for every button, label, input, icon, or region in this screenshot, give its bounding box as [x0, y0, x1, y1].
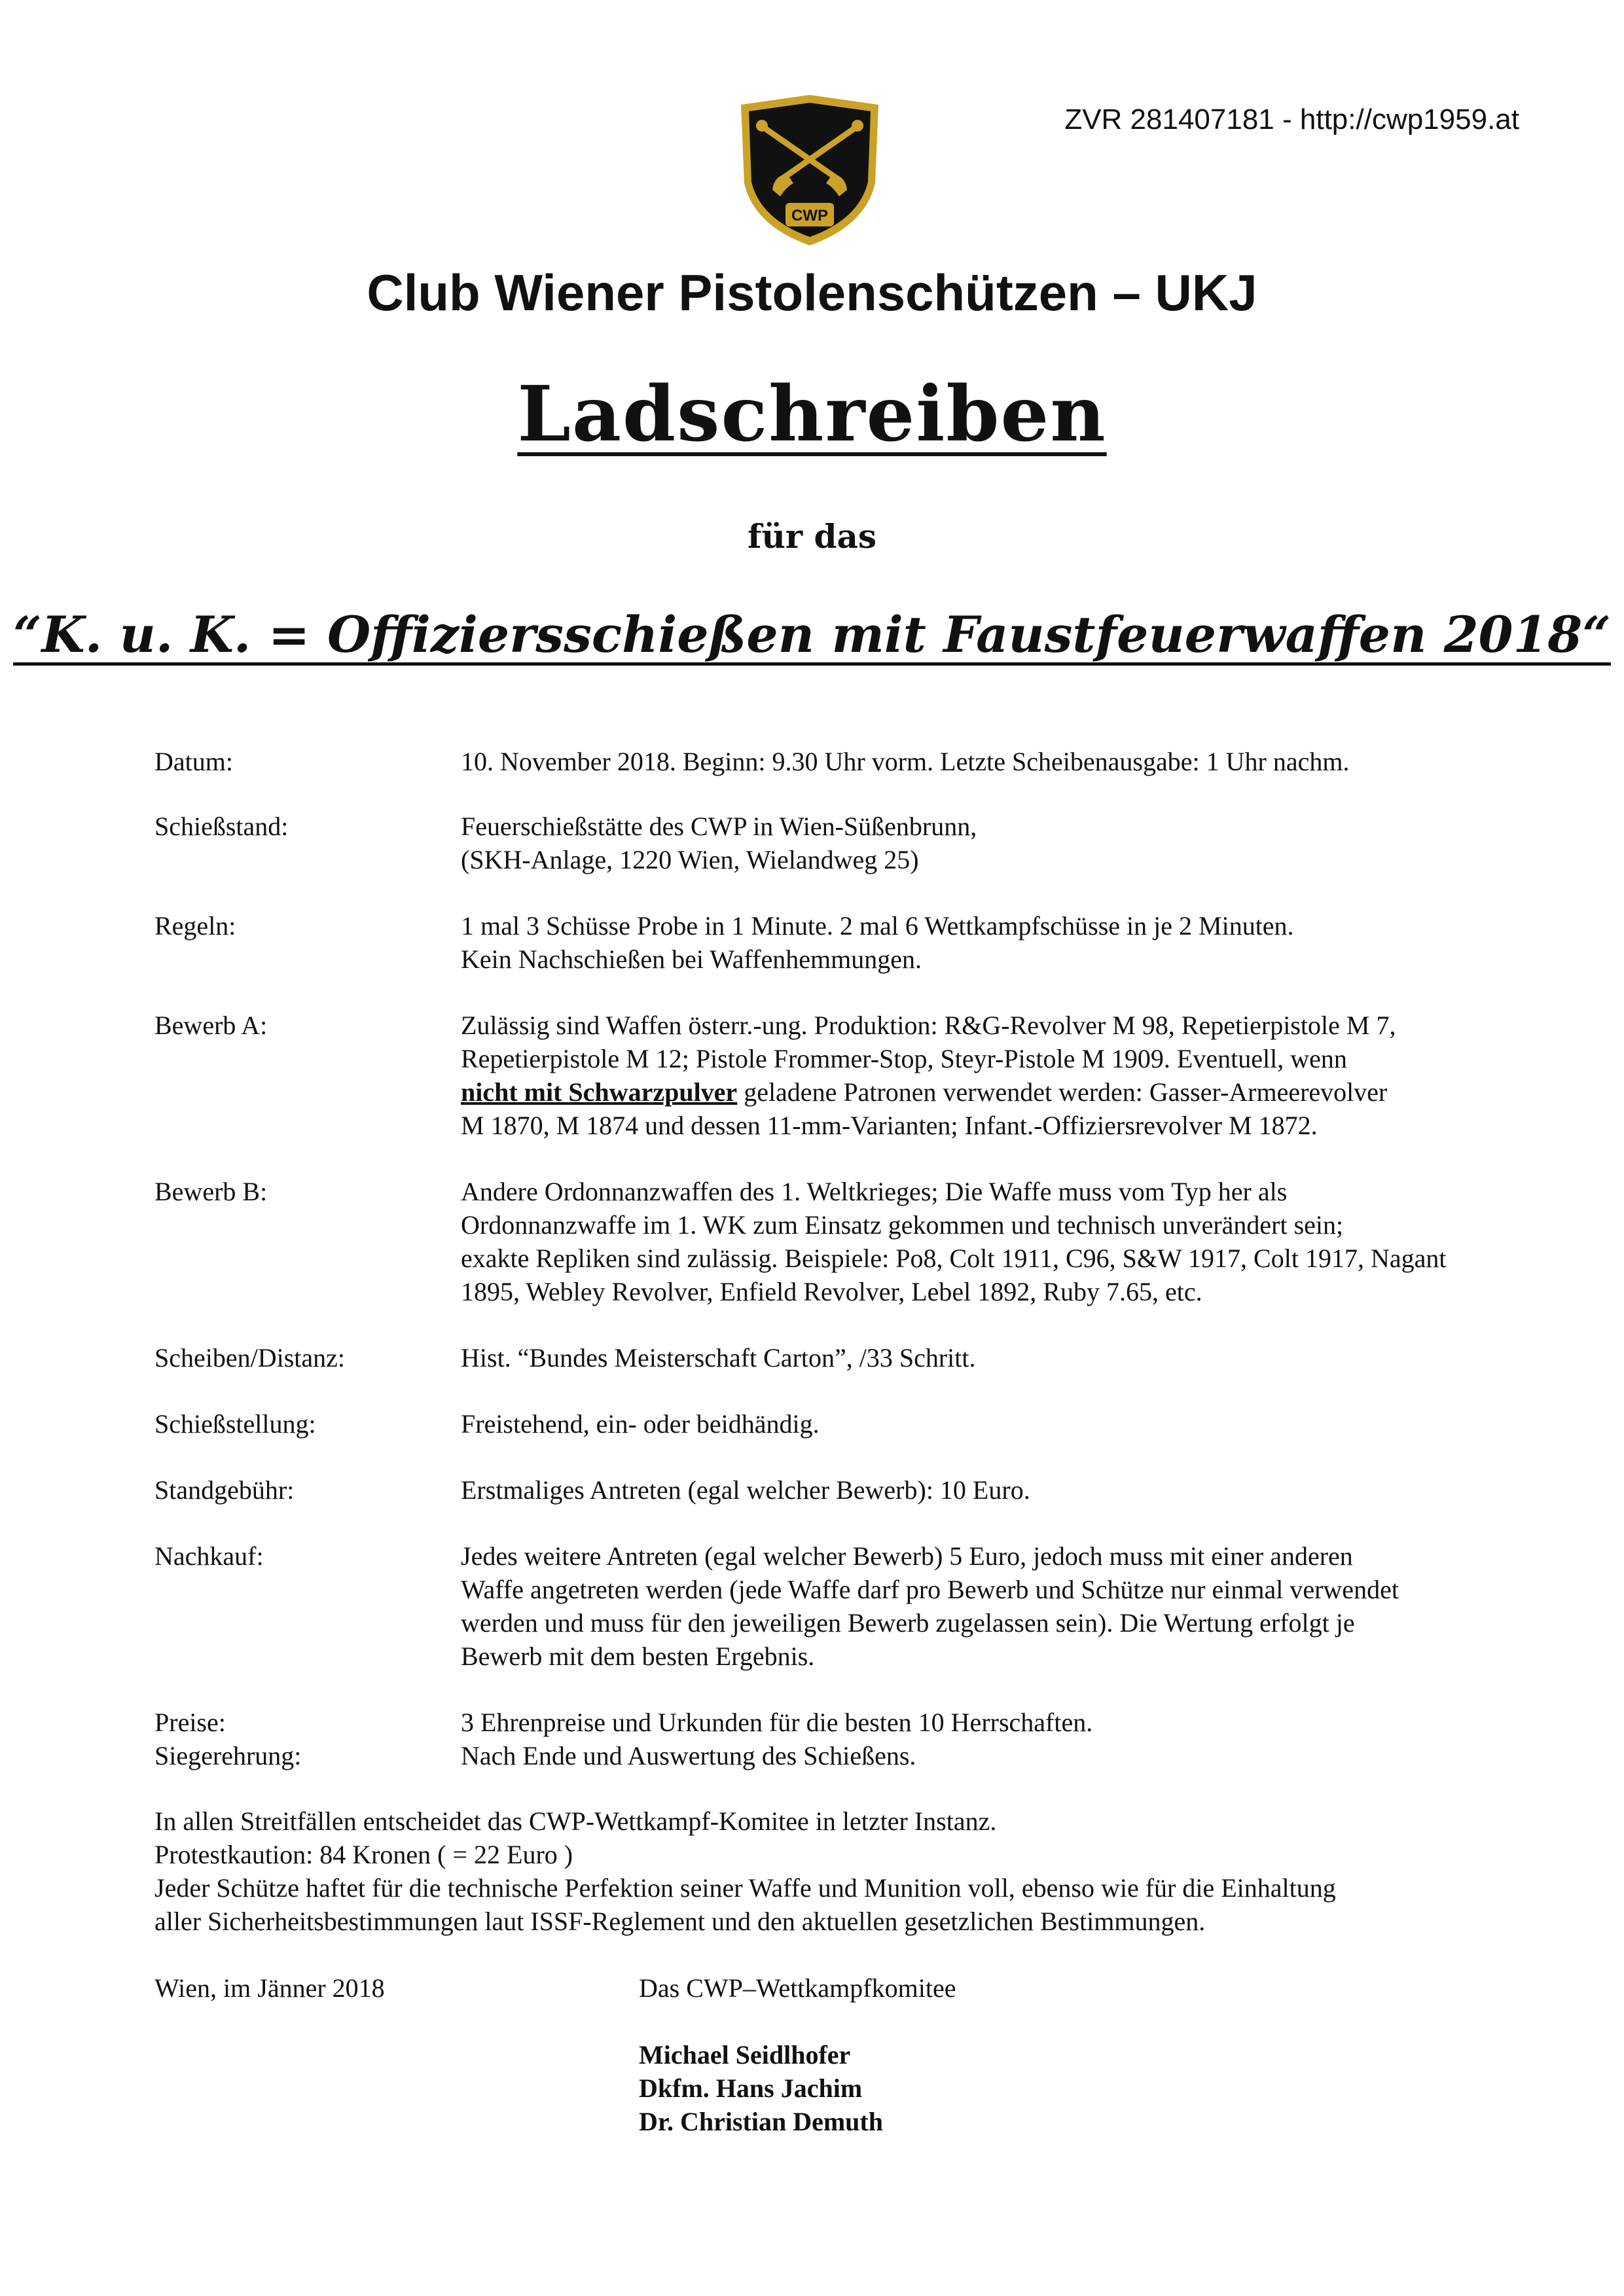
detail-line: Bewerb mit dem besten Ergebnis.: [461, 1641, 815, 1671]
subtitle: für das: [747, 517, 877, 556]
detail-value: [461, 1407, 1624, 1441]
detail-row-siegerehrung: [154, 1739, 1529, 1772]
detail-line: Zulässig sind Waffen österr.-ung. Produktion: R&G-Revolver M 98, Repetierpistole M 7,: [461, 1011, 1396, 1040]
detail-value: [461, 1473, 1624, 1507]
detail-line: 1895, Webley Revolver, Enfield Revolver, Lebel 1892, Ruby 7.65, etc.: [461, 1277, 1202, 1306]
detail-line: Andere Ordonnanzwaffen des 1. Weltkrieges; Die Waffe muss vom Typ her als: [461, 1177, 1288, 1206]
detail-row-bewerb-b: [154, 1175, 1529, 1308]
detail-value: [461, 909, 1624, 976]
note-line: aller Sicherheitsbestimmungen laut ISSF-Reglement und den aktuellen gesetzlichen Bestimmungen.: [154, 1907, 1206, 1936]
note-line: Jeder Schütze haftet für die technische Perfektion seiner Waffe und Munition voll, ebenso wie für die Einhaltung: [154, 1873, 1336, 1903]
detail-row-standgebuehr: [154, 1473, 1529, 1507]
detail-row-schiessstellung: [154, 1407, 1529, 1441]
detail-line: Erstmaliges Antreten (egal welcher Bewerb): 10 Euro.: [461, 1475, 1030, 1505]
detail-label: Preise:: [154, 1708, 226, 1737]
document-title-text: Ladschreiben: [517, 370, 1107, 459]
detail-label: Nachkauf:: [154, 1541, 264, 1571]
detail-line: M 1870, M 1874 und dessen 11-mm-Varianten; Infant.-Offiziersrevolver M 1872.: [461, 1111, 1318, 1140]
club-badge-logo: [734, 92, 885, 249]
detail-line: 10. November 2018. Beginn: 9.30 Uhr vorm. Letzte Scheibenausgabe: 1 Uhr nachm.: [461, 747, 1350, 776]
detail-row-datum: [154, 745, 1529, 778]
detail-label: Bewerb B:: [154, 1177, 268, 1206]
detail-line: [461, 1075, 1624, 1109]
detail-line: Feuerschießstätte des CWP in Wien-Süßenbrunn,: [461, 812, 977, 841]
signatory: Dkfm. Hans Jachim: [639, 2073, 863, 2103]
detail-line: werden und muss für den jeweiligen Bewerb zugelassen sein). Die Wertung erfolgt je: [461, 1608, 1355, 1638]
detail-line: Jedes weitere Antreten (egal welcher Bewerb) 5 Euro, jedoch muss mit einer anderen: [461, 1541, 1353, 1571]
detail-value: [461, 1539, 1624, 1673]
detail-value: [461, 1009, 1624, 1142]
committee-name: Das CWP–Wettkampfkomitee: [639, 1973, 956, 2003]
detail-value: [461, 1175, 1624, 1308]
detail-label: Datum:: [154, 747, 233, 776]
detail-line: 1 mal 3 Schüsse Probe in 1 Minute. 2 mal 6 Wettkampfschüsse in je 2 Minuten.: [461, 911, 1294, 941]
note-line: In allen Streitfällen entscheidet das CWP-Wettkampf-Komitee in letzter Instanz.: [154, 1806, 997, 1836]
detail-line: (SKH-Anlage, 1220 Wien, Wielandweg 25): [461, 845, 919, 874]
detail-value: [461, 1739, 1624, 1772]
detail-line: Repetierpistole M 12; Pistole Frommer-Stop, Steyr-Pistole M 1909. Eventuell, wenn: [461, 1044, 1347, 1073]
detail-label: Scheiben/Distanz:: [154, 1343, 346, 1372]
document-title: [0, 370, 1624, 459]
notes-paragraph: [154, 1804, 1529, 1938]
detail-line: Freistehend, ein- oder beidhändig.: [461, 1409, 820, 1439]
logo-text: CWP: [791, 207, 828, 224]
club-name: Club Wiener Pistolenschützen – UKJ: [367, 264, 1257, 321]
detail-row-preise: [154, 1706, 1529, 1739]
detail-value: [461, 745, 1624, 778]
detail-label: Schießstellung:: [154, 1409, 316, 1439]
detail-value: [461, 1341, 1624, 1374]
detail-row-nachkauf: [154, 1539, 1529, 1673]
detail-row-schiessstand: [154, 810, 1529, 876]
event-title: [0, 605, 1624, 664]
emphasis-text: nicht mit Schwarzpulver: [461, 1077, 738, 1107]
detail-line-rest: geladene Patronen verwendet werden: Gasser-Armeerevolver: [737, 1077, 1388, 1107]
detail-label: Standgebühr:: [154, 1475, 295, 1505]
detail-line: Waffe angetreten werden (jede Waffe darf pro Bewerb und Schütze nur einmal verwendet: [461, 1575, 1399, 1604]
detail-value: [461, 810, 1624, 876]
detail-line: exakte Repliken sind zulässig. Beispiele: Po8, Colt 1911, C96, S&W 1917, Colt 1917, Nagant: [461, 1244, 1447, 1273]
detail-label: Siegerehrung:: [154, 1741, 302, 1770]
event-title-text: “K. u. K. = Offiziersschießen mit Faustfeuerwaffen 2018“: [12, 605, 1612, 664]
detail-row-scheiben-distanz: [154, 1341, 1529, 1374]
detail-line: Hist. “Bundes Meisterschaft Carton”, /33 Schritt.: [461, 1343, 976, 1372]
detail-row-bewerb-a: [154, 1009, 1529, 1142]
signatories: [639, 2038, 883, 2138]
detail-label: Schießstand:: [154, 812, 289, 841]
detail-line: Kein Nachschießen bei Waffenhemmungen.: [461, 944, 922, 974]
signatory: Michael Seidlhofer: [639, 2040, 851, 2070]
detail-line: Nach Ende und Auswertung des Schießens.: [461, 1741, 916, 1770]
note-line: Protestkaution: 84 Kronen ( = 22 Euro ): [154, 1840, 573, 1869]
detail-row-regeln: [154, 909, 1529, 976]
detail-value: [461, 1706, 1624, 1739]
zvr-registration: ZVR 281407181 - http://cwp1959.at: [1064, 103, 1519, 135]
signatory: Dr. Christian Demuth: [639, 2107, 883, 2136]
detail-label: Bewerb A:: [154, 1011, 268, 1040]
detail-line: Ordonnanzwaffe im 1. WK zum Einsatz gekommen und technisch unverändert sein;: [461, 1210, 1344, 1240]
detail-label: Regeln:: [154, 911, 236, 941]
place-date: Wien, im Jänner 2018: [154, 1973, 385, 2003]
detail-line: 3 Ehrenpreise und Urkunden für die besten 10 Herrschaften.: [461, 1708, 1093, 1737]
